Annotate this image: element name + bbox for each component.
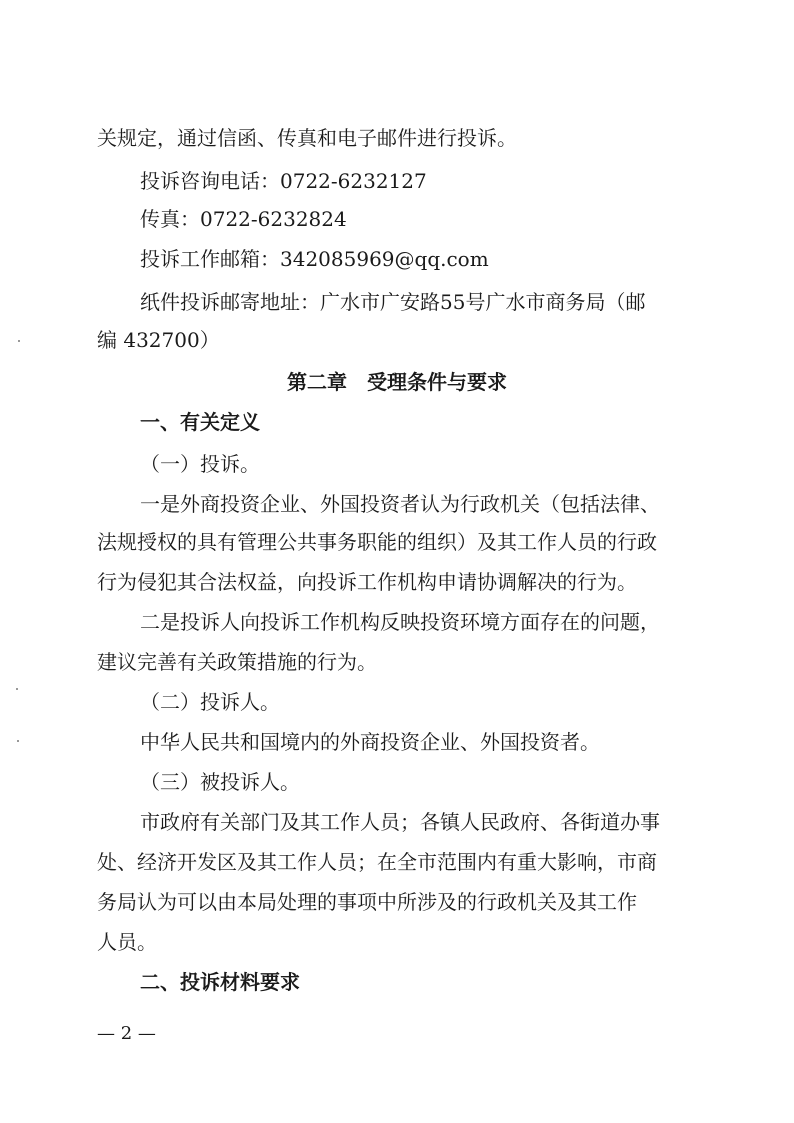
paragraph-line: 二是投诉人向投诉工作机构反映投资环境方面存在的问题， bbox=[140, 610, 660, 634]
paragraph-line: 行为侵犯其合法权益，向投诉工作机构申请协调解决的行为。 bbox=[97, 570, 637, 594]
scan-speck bbox=[18, 340, 20, 342]
subsection-heading: （二）投诉人。 bbox=[140, 690, 280, 714]
subsection-heading: （一）投诉。 bbox=[140, 452, 260, 476]
page-number: — 2 — bbox=[97, 1023, 156, 1044]
subsection-heading: （三）被投诉人。 bbox=[140, 770, 300, 794]
fax-number: 传真：0722-6232824 bbox=[140, 207, 347, 231]
scan-speck bbox=[17, 740, 19, 742]
section-heading: 二、投诉材料要求 bbox=[140, 970, 300, 994]
paragraph-line: 法规授权的具有管理公共事务职能的组织）及其工作人员的行政 bbox=[97, 530, 657, 554]
chapter-title: 第二章 受理条件与要求 bbox=[287, 370, 507, 394]
paragraph-line: 务局认为可以由本局处理的事项中所涉及的行政机关及其工作 bbox=[97, 890, 637, 914]
paragraph-line: 中华人民共和国境内的外商投资企业、外国投资者。 bbox=[140, 730, 600, 754]
paragraph-line: 市政府有关部门及其工作人员；各镇人民政府、各街道办事 bbox=[140, 810, 660, 834]
paragraph-line: 处、经济开发区及其工作人员；在全市范围内有重大影响，市商 bbox=[97, 850, 657, 874]
text-line: 关规定，通过信函、传真和电子邮件进行投诉。 bbox=[97, 126, 517, 150]
paragraph-line: 一是外商投资企业、外国投资者认为行政机关（包括法律、 bbox=[140, 492, 660, 516]
paragraph-line: 人员。 bbox=[97, 930, 157, 954]
paragraph-line: 建议完善有关政策措施的行为。 bbox=[97, 650, 377, 674]
postal-code: 编 432700） bbox=[97, 328, 220, 352]
scan-speck bbox=[16, 688, 18, 690]
complaint-phone: 投诉咨询电话：0722-6232127 bbox=[140, 169, 427, 193]
section-heading: 一、有关定义 bbox=[140, 410, 260, 434]
complaint-email: 投诉工作邮箱：342085969@qq.com bbox=[140, 247, 489, 271]
mailing-address: 纸件投诉邮寄地址：广水市广安路55号广水市商务局（邮 bbox=[140, 290, 646, 314]
